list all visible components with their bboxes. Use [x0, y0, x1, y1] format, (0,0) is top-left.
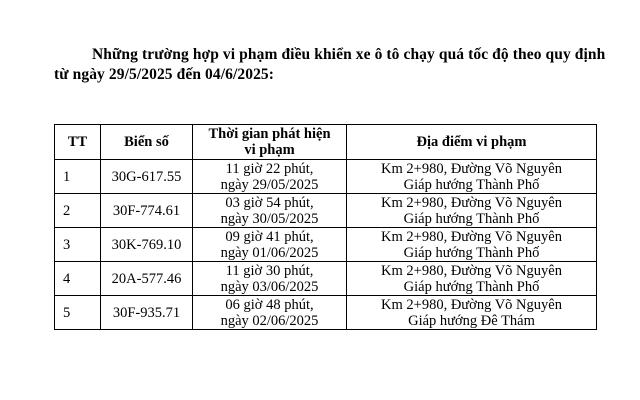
row-time-line2: ngày 29/05/2025: [220, 176, 319, 193]
row-location: [347, 160, 597, 194]
row-location-line2: Giáp hướng Thành Phố: [403, 244, 540, 261]
row-time-line2: ngày 30/05/2025: [220, 210, 319, 227]
header-time-line1: Thời gian phát hiện: [208, 126, 331, 142]
row-location-line1: Km 2+980, Đường Võ Nguyên: [381, 296, 562, 313]
row-location-line1: Km 2+980, Đường Võ Nguyên: [381, 262, 562, 279]
row-tt: 3: [55, 228, 101, 262]
row-location-line2: Giáp hướng Thành Phố: [403, 176, 540, 193]
table-row: [55, 160, 597, 194]
row-location-line2: Giáp hướng Đê Thám: [408, 312, 535, 329]
row-time-line2: ngày 02/06/2025: [220, 312, 319, 329]
row-tt: 1: [55, 160, 101, 194]
table-row: [55, 296, 597, 330]
row-time-line1: 03 giờ 54 phút,: [225, 194, 314, 211]
header-tt: TT: [55, 125, 101, 160]
row-plate: 30K-769.10: [101, 228, 193, 262]
table-header-row: [55, 125, 597, 160]
row-location-line2: Giáp hướng Thành Phố: [403, 210, 540, 227]
header-plate: Biển số: [101, 125, 193, 160]
row-location-line1: Km 2+980, Đường Võ Nguyên: [381, 160, 562, 177]
violations-table: [54, 124, 597, 330]
row-tt: 5: [55, 296, 101, 330]
row-time: [193, 194, 347, 228]
row-time-line1: 11 giờ 22 phút,: [225, 160, 314, 177]
row-location-line1: Km 2+980, Đường Võ Nguyên: [381, 228, 562, 245]
row-location: [347, 194, 597, 228]
header-location: Địa điểm vi phạm: [347, 125, 597, 160]
row-time: [193, 296, 347, 330]
row-plate: 30F-935.71: [101, 296, 193, 330]
row-plate: 30G-617.55: [101, 160, 193, 194]
row-location: [347, 296, 597, 330]
table-row: [55, 228, 597, 262]
row-time-line2: ngày 01/06/2025: [220, 244, 319, 261]
row-location-line2: Giáp hướng Thành Phố: [403, 278, 540, 295]
row-plate: 30F-774.61: [101, 194, 193, 228]
header-time-line2: vi phạm: [244, 142, 295, 158]
row-location: [347, 228, 597, 262]
row-time: [193, 160, 347, 194]
row-time-line1: 11 giờ 30 phút,: [225, 262, 314, 279]
header-time: [193, 125, 347, 160]
row-time-line2: ngày 03/06/2025: [220, 278, 319, 295]
row-tt: 4: [55, 262, 101, 296]
row-location-line1: Km 2+980, Đường Võ Nguyên: [381, 194, 562, 211]
table-row: [55, 194, 597, 228]
row-time-line1: 06 giờ 48 phút,: [225, 296, 314, 313]
table-row: [55, 262, 597, 296]
row-location: [347, 262, 597, 296]
row-plate: 20A-577.46: [101, 262, 193, 296]
document-heading: Những trường hợp vi phạm điều khiển xe ô tô chạy quá tốc độ theo quy định từ ngày 29/5/2025 đến 04/6/2025:: [54, 46, 606, 83]
row-time: [193, 228, 347, 262]
row-tt: 2: [55, 194, 101, 228]
row-time: [193, 262, 347, 296]
row-time-line1: 09 giờ 41 phút,: [225, 228, 314, 245]
